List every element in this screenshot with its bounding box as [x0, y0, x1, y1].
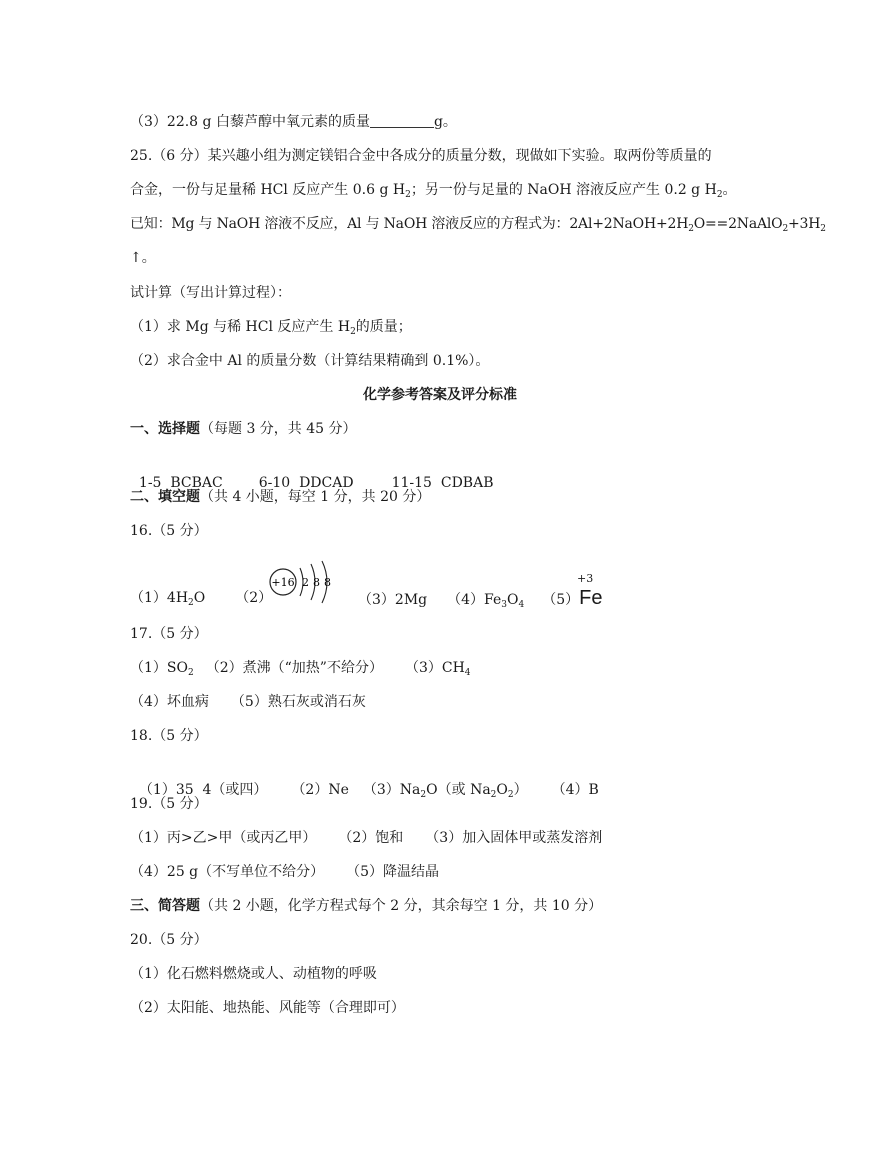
section2-note: （共 4 小题，每空 1 分，共 20 分） — [200, 489, 431, 505]
q25-calc-instruction: 试计算（写出计算过程）： — [130, 285, 291, 301]
section1-note: （每题 3 分，共 45 分） — [200, 421, 357, 437]
q18-ans2: （2）Ne — [291, 782, 349, 798]
q25-line4: ↑。 — [130, 250, 156, 266]
shell-electrons-2: 8 — [313, 576, 320, 589]
q25-line3-c: +3H — [788, 216, 821, 232]
q17-ans3: （3）CH — [404, 660, 465, 676]
mc-answers-6-10: 6-10 DDCAD — [258, 475, 354, 491]
q16-answers-right — [358, 588, 602, 610]
q16-answers — [130, 588, 272, 608]
q18-ans3-d: ） — [513, 782, 528, 798]
sulfur-ion-structure-diagram — [268, 560, 348, 606]
section1-title: 一、选择题 — [130, 421, 200, 437]
q17-row1 — [130, 658, 471, 678]
q20-heading: 20.（5 分） — [130, 932, 208, 948]
q25-line3 — [130, 214, 826, 234]
q19-ans3: （3）加入固体甲或蒸发溶剂 — [425, 830, 603, 846]
subscript: 2 — [688, 224, 694, 234]
q25-sub1 — [130, 317, 412, 337]
q18-ans3-c: O — [496, 782, 508, 798]
answer-blank — [370, 113, 434, 128]
subscript: 2 — [490, 790, 497, 800]
q16-ans1-a: （1）4H — [130, 590, 189, 606]
q25-line2 — [130, 180, 737, 200]
subscript: 2 — [820, 224, 826, 234]
q19-row1 — [130, 828, 602, 848]
q25-line1: 25.（6 分）某兴趣小组为测定镁铝合金中各成分的质量分数，现做如下实验。取两份等质量的 — [130, 148, 712, 164]
q18-heading: 18.（5 分） — [130, 728, 208, 744]
subscript: 3 — [501, 600, 507, 610]
q17-row2 — [130, 692, 366, 712]
subscript: 4 — [518, 600, 525, 610]
q18-ans1: （1）35 4（或四） — [138, 782, 268, 798]
q16-heading: 16.（5 分） — [130, 523, 208, 539]
q24-part3 — [130, 112, 457, 132]
section3-heading — [130, 896, 602, 916]
q18-ans4: （4）B — [551, 782, 599, 798]
section3-title: 三、简答题 — [130, 898, 200, 914]
q16-ans1-b: O — [193, 590, 206, 606]
q20-ans1: （1）化石燃料燃烧或人、动植物的呼吸 — [130, 966, 377, 982]
q16-ans4-a: （4）Fe — [447, 592, 502, 608]
iron-valence: +3 — [577, 572, 594, 585]
q17-ans4: （4）坏血病 — [130, 694, 209, 710]
q16-ans2: （2） — [235, 590, 273, 606]
q19-ans4: （4）25 g（不写单位不给分） — [130, 864, 325, 880]
q25-sub1-a: （1）求 Mg 与稀 HCl 反应产生 H — [130, 319, 351, 335]
shell-electrons-1: 2 — [302, 576, 309, 589]
subscript: 2 — [716, 190, 723, 200]
q19-ans2: （2）饱和 — [338, 830, 404, 846]
q25-line2-c: 。 — [722, 182, 737, 198]
q17-heading: 17.（5 分） — [130, 626, 208, 642]
q20-ans2: （2）太阳能、地热能、风能等（合理即可） — [130, 1000, 405, 1016]
iron-symbol: Fe — [579, 587, 603, 609]
q25-line2-b: ；另一份与足量的 NaOH 溶液反应产生 0.2 g H — [410, 182, 717, 198]
q17-ans5: （5）熟石灰或消石灰 — [230, 694, 366, 710]
answers-title: 化学参考答案及评分标准 — [363, 387, 517, 403]
subscript: 2 — [187, 668, 194, 678]
subscript: 2 — [420, 790, 427, 800]
subscript: 4 — [464, 668, 471, 678]
section2-title: 二、填空题 — [130, 489, 200, 505]
q19-row2 — [130, 862, 439, 882]
q18-ans3-a: （3）Na — [362, 782, 421, 798]
q17-ans1: （1）SO — [130, 660, 188, 676]
q19-ans1: （1）丙>乙>甲（或丙乙甲） — [130, 830, 317, 846]
q19-heading: 19.（5 分） — [130, 796, 208, 812]
q17-ans2: （2）煮沸（“加热”不给分） — [205, 660, 383, 676]
q16-ans5: （5） — [542, 592, 580, 608]
section2-heading — [130, 487, 430, 507]
shell-electrons-3: 8 — [324, 576, 331, 589]
q19-ans5: （5）降温结晶 — [346, 864, 440, 880]
subscript: 2 — [188, 598, 194, 608]
q25-sub1-b: 的质量； — [355, 319, 412, 335]
q16-ans3: （3）2Mg — [358, 592, 428, 608]
q24-part3-unit: g。 — [433, 114, 457, 130]
subscript: 2 — [405, 190, 411, 200]
subscript: 2 — [782, 224, 788, 234]
mc-answers-1-5: 1-5 BCBAC — [138, 475, 223, 491]
q16-ans4-b: O — [507, 592, 519, 608]
subscript: 2 — [507, 790, 514, 800]
section1-heading — [130, 419, 357, 439]
subscript: 2 — [350, 327, 356, 337]
mc-answers-11-15: 11-15 CDBAB — [391, 475, 494, 491]
q25-sub2: （2）求合金中 Al 的质量分数（计算结果精确到 0.1%）。 — [130, 353, 490, 369]
q25-line3-b: O==2NaAlO — [693, 216, 783, 232]
q25-line3-a: 已知：Mg 与 NaOH 溶液不反应，Al 与 NaOH 溶液反应的方程式为：2Al+2NaOH+2H — [130, 216, 689, 232]
q18-ans3-b: O（或 Na — [426, 782, 491, 798]
q24-part3-text: （3）22.8 g 白藜芦醇中氧元素的质量 — [130, 114, 370, 130]
nucleus-charge: +16 — [271, 576, 295, 589]
q25-line2-a: 合金，一份与足量稀 HCl 反应产生 0.6 g H — [130, 182, 406, 198]
section3-note: （共 2 小题，化学方程式每个 2 分，其余每空 1 分，共 10 分） — [200, 898, 603, 914]
